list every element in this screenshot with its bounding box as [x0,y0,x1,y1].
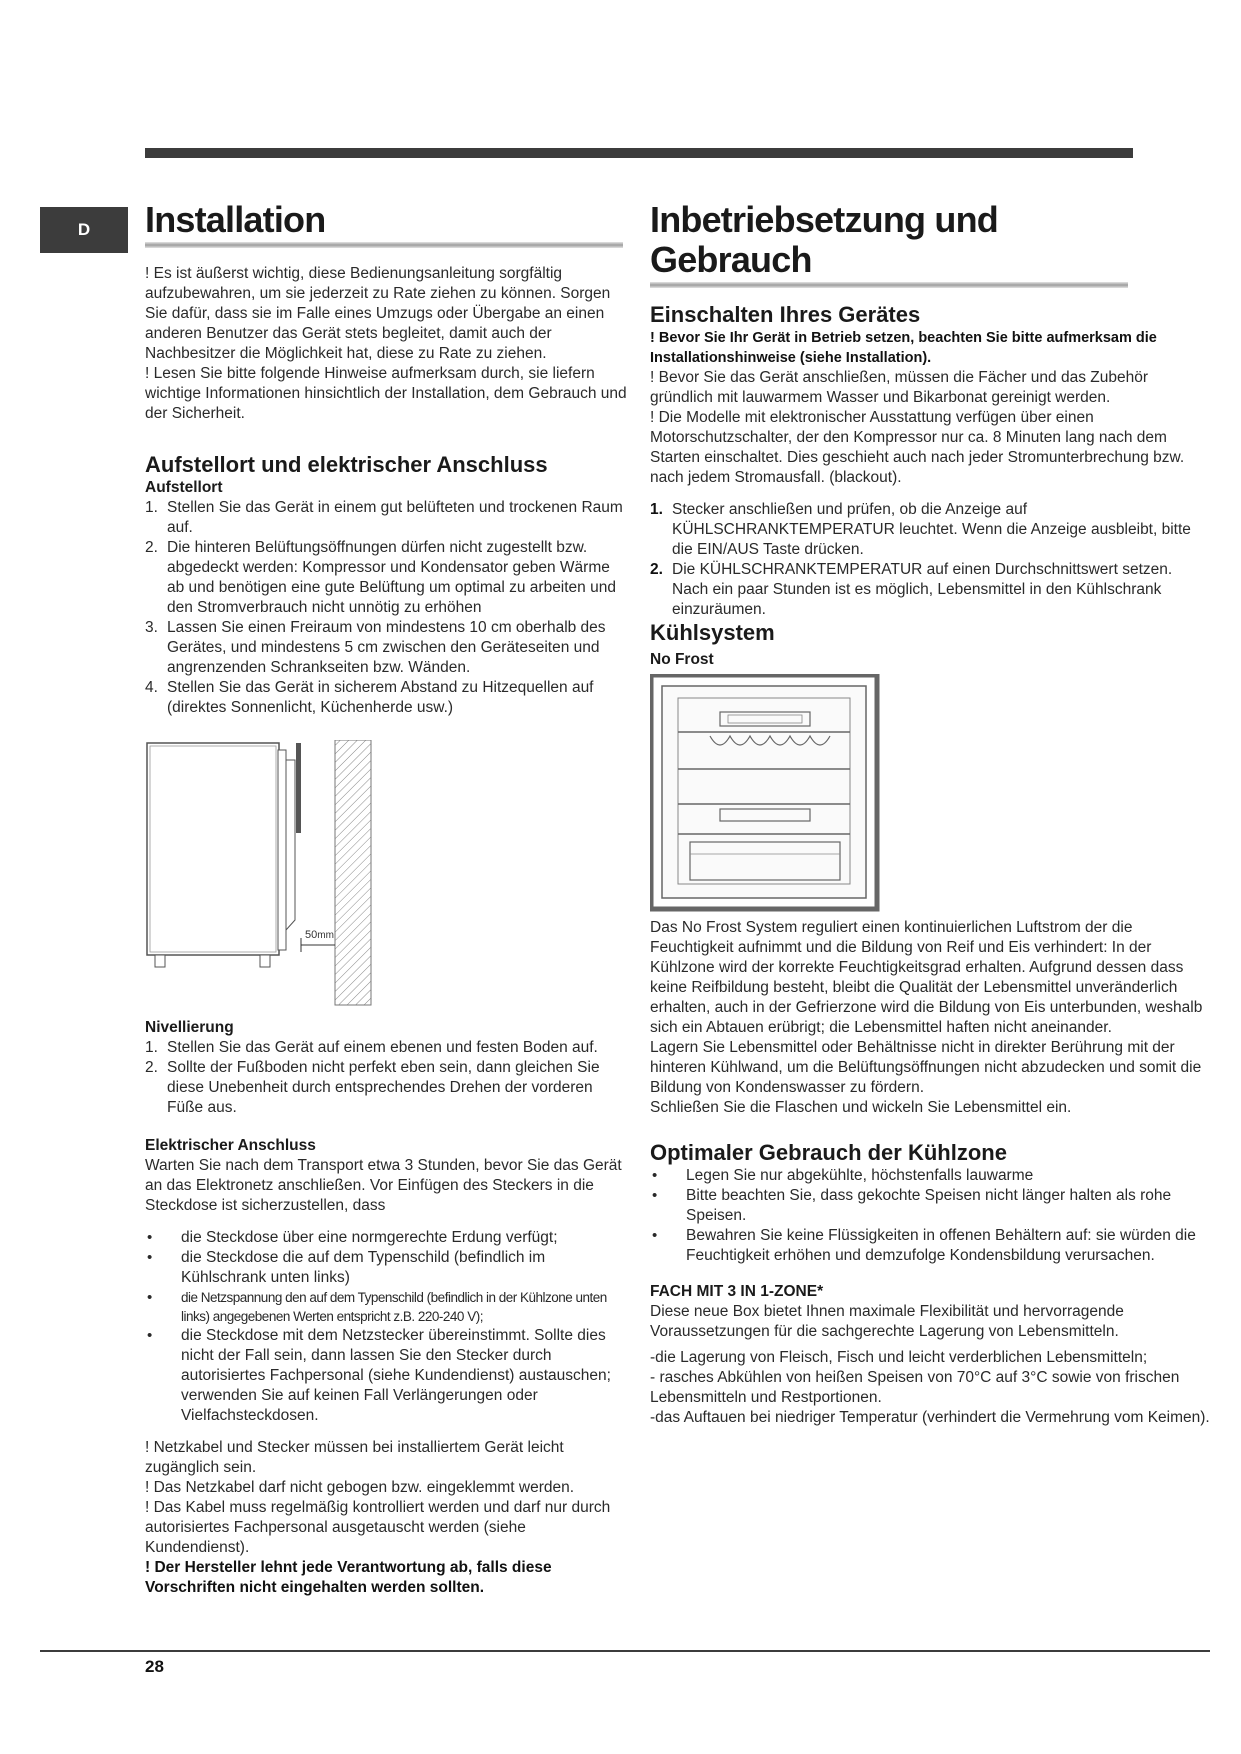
einschalten-steps [650,500,1210,620]
list-number: 4. [145,679,158,696]
page-number: 28 [145,1657,164,1676]
einschalten-paragraph-2: ! Die Modelle mit elektronischer Ausstattung verfügen über einen Motorschutzschalter, der den Kompressor nur ca. 8 Minuten lang nach dem Starten einschaltet. Dies geschieht auch nach jeder Stromunterbrechung bzw. nach jedem Stromausfall. (blackout). [650,409,1185,486]
installation-title: Installation [145,199,326,240]
list-number: 1. [145,499,158,516]
list-item [650,500,1210,560]
list-text: Stellen Sie das Gerät auf einem ebenen und festen Boden auf. [167,1039,598,1056]
list-item [650,1186,1210,1226]
nofrost-paragraph-3: Schließen Sie die Flaschen und wickeln Sie Lebensmittel ein. [650,1099,1072,1116]
fach-3in1-item-3: -das Auftauen bei niedriger Temperatur (verhindert die Vermehrung vom Keimen). [650,1409,1210,1426]
list-text: die Steckdose mit dem Netzstecker übereinstimmt. Sollte dies nicht der Fall sein, dann lassen Sie den Stecker durch autorisiertes Fachpersonal (siehe Kundendienst) austauschen; verwenden Sie auf keinen Fall Verlängerungen oder Vielfachsteckdosen. [181,1327,611,1424]
list-item [145,1228,630,1248]
bullet-icon: • [147,1229,153,1246]
installation-clearance-figure [145,740,630,1010]
list-item [145,1326,630,1426]
left-column [145,200,630,1598]
list-item [145,1248,630,1288]
optimaler-gebrauch-title: Optimaler Gebrauch der Kühlzone [650,1140,1007,1165]
header-rule [145,148,1133,158]
einschalten-paragraph-1: ! Bevor Sie das Gerät anschließen, müssen die Fächer und das Zubehör gründlich mit lauwarmem Wasser und Bikarbonat gereinigt werden. [650,369,1148,406]
einschalten-notice: ! Bevor Sie Ihr Gerät in Betrieb setzen, beachten Sie bitte aufmerksam die Installationshinweise (siehe Installation). [650,330,1157,366]
bullet-icon: • [147,1289,152,1306]
section-aufstellort-anschluss-title: Aufstellort und elektrischer Anschluss [145,452,548,477]
list-item [650,1166,1210,1186]
nofrost-paragraph-1: Das No Frost System reguliert einen kontinuierlichen Luftstrom der die Feuchtigkeit aufnimmt und die Bildung von Reif und Eis verhindert: In der Kühlzone wird der korrekte Feuchtigkeitsgrad erhalten. Aufgrund dessen dass keine Reifbildung besteht, bleibt die Qualität der Lebensmittel unveränderlich erhalten, auch in der Gefrierzone wird die Bildung von Eis unterbunden, weshalb sich ein Abtauen erübrigt; die Lebensmittel haften nicht aneinander. [650,919,1203,1036]
optimaler-gebrauch-list [650,1166,1210,1266]
bullet-icon: • [652,1167,658,1184]
list-item [650,560,1210,620]
list-text: Die hinteren Belüftungsöffnungen dürfen nicht zugestellt bzw. abgedeckt werden: Kompressor und Kondensator geben Wärme ab und benötigen eine gute Belüftung um optimal zu arbeiten und den Stromverbrauch nicht unnötig zu erhöhen [167,539,616,616]
nofrost-fridge-figure [650,674,1210,914]
bullet-icon: • [652,1187,658,1204]
kuehlsystem-title: Kühlsystem [650,620,775,645]
bullet-icon: • [147,1249,153,1266]
list-text: die Steckdose die auf dem Typenschild (befindlich im Kühlschrank unten links) [181,1249,546,1286]
warnings-block [145,1438,630,1598]
nivellierung-list [145,1038,630,1118]
fach-3in1-list [650,1348,1210,1428]
elektrischer-anschluss-title: Elektrischer Anschluss [145,1137,316,1154]
list-text: Legen Sie nur abgekühlte, höchstenfalls lauwarme [686,1167,1034,1184]
list-text: Sollte der Fußboden nicht perfekt eben sein, dann gleichen Sie diese Unebenheit durch entsprechendes Drehen der vorderen Füße aus. [167,1059,600,1116]
list-number: 1. [650,501,663,518]
list-item [145,678,630,718]
list-number: 2. [145,1059,158,1076]
nofrost-description [650,918,1210,1118]
list-item [145,1058,630,1118]
list-number: 1. [145,1039,158,1056]
list-item [145,538,630,618]
warning-3: ! Das Kabel muss regelmäßig kontrolliert werden und darf nur durch autorisiertes Fachpersonal ausgetauscht werden (siehe Kundendienst). [145,1499,611,1556]
fach-3in1-intro: Diese neue Box bietet Ihnen maximale Flexibilität und hervorragende Voraussetzungen für die sachgerechte Lagerung von Lebensmitteln. [650,1303,1124,1340]
nivellierung-title: Nivellierung [145,1019,234,1036]
list-item [145,618,630,678]
list-text: die Netzspannung den auf dem Typenschild (befindlich in der Kühlzone unten links) angegebenen Werten entspricht z.B. 220-240 V); [181,1290,607,1324]
language-tab [40,207,128,253]
intro-paragraph-1: ! Es ist äußerst wichtig, diese Bedienungsanleitung sorgfältig aufzubewahren, um sie jederzeit zu Rate ziehen zu können. Sorgen Sie dafür, dass sie im Falle eines Umzugs oder Übergabe an einen anderen Benutzer das Gerät stets begleitet, damit auch der Nachbesitzer die Möglichkeit hat, diese zu Rate zu ziehen. [145,265,611,362]
list-text: Die KÜHLSCHRANKTEMPERATUR auf einen Durchschnittswert setzen. Nach ein paar Stunden ist es möglich, Lebensmittel in den Kühlschrank einzuräumen. [672,561,1173,618]
bullet-icon: • [147,1327,153,1344]
nofrost-title: No Frost [650,651,714,668]
warning-2: ! Das Netzkabel darf nicht gebogen bzw. eingeklemmt werden. [145,1479,575,1496]
nofrost-paragraph-2: Lagern Sie Lebensmittel oder Behältnisse nicht in direkter Berührung mit der hinteren Kühlwand, um die Belüftungsöffnungen nicht abzudecken und somit die Bildung von Kondenswasser zu fördern. [650,1039,1202,1096]
title-underline [145,242,623,248]
warning-1: ! Netzkabel und Stecker müssen bei installiertem Gerät leicht zugänglich sein. [145,1439,564,1476]
intro-block [145,264,630,424]
elektrischer-anschluss-list [145,1228,630,1426]
list-item [145,1288,630,1326]
inbetriebsetzung-title-line2: Gebrauch [650,239,812,280]
clearance-dimension-label: 50mm [305,929,334,941]
footer-rule [40,1650,1210,1652]
intro-paragraph-2: ! Lesen Sie bitte folgende Hinweise aufmerksam durch, sie liefern wichtige Informationen hinsichtlich der Installation, dem Gebrauch und der Sicherheit. [145,365,627,422]
fach-3in1-title: FACH MIT 3 IN 1-ZONE* [650,1283,824,1300]
right-column [650,200,1210,1428]
manufacturer-disclaimer: ! Der Hersteller lehnt jede Verantwortung ab, falls diese Vorschriften nicht eingehalten werden sollten. [145,1559,552,1596]
fach-3in1-item-1: -die Lagerung von Fleisch, Fisch und leicht verderblichen Lebensmitteln; [650,1349,1148,1366]
inbetriebsetzung-title-line1: Inbetriebsetzung und [650,199,998,240]
aufstellort-title: Aufstellort [145,479,223,496]
list-text: Bitte beachten Sie, dass gekochte Speisen nicht länger halten als rohe Speisen. [686,1187,1172,1224]
einschalten-title: Einschalten Ihres Gerätes [650,302,921,327]
list-text: die Steckdose über eine normgerechte Erdung verfügt; [181,1229,558,1246]
list-number: 2. [145,539,158,556]
list-text: Stellen Sie das Gerät in einem gut belüfteten und trockenen Raum auf. [167,499,623,536]
list-text: Bewahren Sie keine Flüssigkeiten in offenen Behältern auf: sie würden die Feuchtigkeit erhöhen und demzufolge Kondensbildung verursachen. [686,1227,1196,1264]
aufstellort-list [145,498,630,718]
fach-3in1-item-2: - rasches Abkühlen von heißen Speisen von 70°C auf 3°C sowie von frischen Lebensmitteln und Restportionen. [650,1369,1180,1406]
list-item [145,1038,630,1058]
list-item [650,1226,1210,1266]
elektrischer-anschluss-intro: Warten Sie nach dem Transport etwa 3 Stunden, bevor Sie das Gerät an das Elektronetz anschließen. Vor Einfügen des Steckers in die Steckdose ist sicherzustellen, dass [145,1157,622,1214]
language-tab-label: D [77,220,91,239]
list-number: 2. [650,561,663,578]
bullet-icon: • [652,1227,658,1244]
fridge-side-view-illustration [145,740,375,1010]
fridge-interior-illustration [650,674,880,914]
list-text: Stellen Sie das Gerät in sicherem Abstand zu Hitzequellen auf (direktes Sonnenlicht, Küchenherde usw.) [167,679,594,716]
list-text: Stecker anschließen und prüfen, ob die Anzeige auf KÜHLSCHRANKTEMPERATUR leuchtet. Wenn die Anzeige ausbleibt, bitte die EIN/AUS Taste drücken. [672,501,1191,558]
list-number: 3. [145,619,158,636]
list-text: Lassen Sie einen Freiraum von mindestens 10 cm oberhalb des Gerätes, und mindestens 5 cm zwischen den Geräteseiten und angrenzenden Schrankseiten bzw. Wänden. [167,619,606,676]
list-item [145,498,630,538]
title-underline [650,282,1128,288]
